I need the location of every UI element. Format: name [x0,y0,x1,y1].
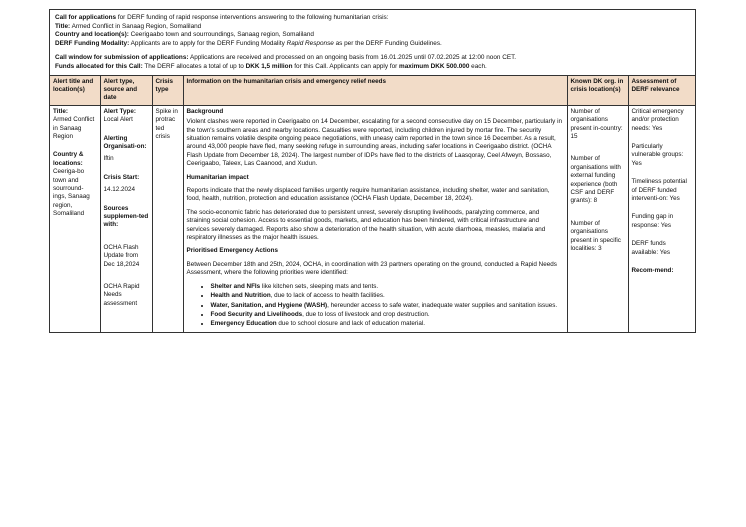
alert-table [50,76,695,332]
call-header [50,10,695,76]
priority-list [187,283,564,329]
call-country: Country and location(s): Ceerigaabo town and sourroundings, Sanaag region, Somaliland [55,31,314,39]
assessment-cell: Critical emergency and/or protection needs: Yes Particularly vulnerable groups: Yes Timeliness potential of DERF funded interventi-on: Yes Funding gap in response: Yes DERF funds available: Yes Recom-mend: [628,105,695,331]
call-window: Call window for submission of applications: Applications are received and processed on an ongoing basis from 16.01.2025 until 07.02.2025 at 12:00 noon CET. [55,54,517,62]
alert-type-cell: Alert Type: Local Alert Alerting Organisati-on: Iftin Crisis Start: 14.12.2024 Sources supplemen-ted with: OCHA Flash Update from Dec 18,2024 OCHA Rapid Needs assessment [100,105,152,331]
actions-heading: Prioritised Emergency Actions [186,247,278,255]
background-text: Violent clashes were reported in Ceerigaabo on 14 December, escalating for a second consecutive day on 15 December, particularly in the town's southern areas and nearby locations. Casualties were reported, including children injured by mortar fire. The security situation remains volatile despite ongoing peace negotiations, with uneasy calm reported in the town since 16 December. As a result, around 43,000 people have fled, many seeking refuge in surrounding areas, including safer locations in Ceerigaabo district. (OCHA Flash Update from December 18, 2024). The largest number of IDPs have fled to the districts of Laasqoray, Ceel Afweyn, Bossaso, Ceerigaabo, Taleex, Las Caanood, and Xudun. [186,118,562,168]
list-item: • Shelter and NFIs like kitchen sets, sleeping mats and tents. [211,283,564,291]
impact-text: The socio-economic fabric has deteriorated due to persistent unrest, severely disrupting livelihoods, paralyzing commerce, and straining social cohesion. Access to essential goods, markets, and education has been hindered, with critical infrastructure and services severely damaged. Reports also show a deterioration of the health situation, with acute diarrhoea, measles, malaria and respiratory illnesses as the major health issues. [186,208,546,242]
impact-heading: Humanitarian impact [186,173,249,181]
impact-text: Reports indicate that the newly displaced families urgently require humanitarian assistance, including shelter, water and sanitation, food, health, nutrition, protection and education assistance (OCHA Flash Update, December 18, 2024). [186,187,550,203]
table-row [50,105,695,331]
column-header: Information on the humanitarian crisis and emergency relief needs [183,76,567,106]
alert-title-cell: Title: Armed Conflict in Sanaag Region Country & locations: Ceeriga-bo town and sourround-ings, Sanaag region, Somaliland [50,105,100,331]
list-item: • Water, Sanitation, and Hygiene (WASH), hereunder access to safe water, inadequate water supplies and sanitation issues. [211,302,564,310]
call-modality: DERF Funding Modality: Applicants are to apply for the DERF Funding Modality Rapid Response as per the DERF Funding Guidelines. [55,39,442,47]
background-heading: Background [186,107,224,115]
column-header: Known DK org. in crisis location(s) [567,76,628,106]
column-header: Alert title and location(s) [50,76,100,106]
known-orgs-cell: Number of organisations present in-country: 15 Number of organisations with external funding experience (both CSF and DERF grants): 8 Number of organisations present in specific localities: 3 [567,105,628,331]
list-item: • Food Security and Livelihoods, due to loss of livestock and crop destruction. [211,311,564,319]
crisis-type-cell: Spike in protrac ted crisis [152,105,183,331]
list-item: • Emergency Education due to school closure and lack of education material. [211,320,564,328]
table-header-row [50,76,695,106]
list-item: • Health and Nutrition, due to lack of access to health facilities. [211,292,564,300]
actions-intro: Between December 18th and 25th, 2024, OCHA, in coordination with 23 partners operating on the ground, conducted a Rapid Needs Assessment, where the following priorities were identified: [186,260,557,277]
column-header: Assessment of DERF relevance [628,76,695,106]
column-header: Crisis type [152,76,183,106]
call-intro: Call for applications for DERF funding of rapid response interventions answering to the following humanitarian crisis: [55,14,389,21]
crisis-info-cell [183,105,567,331]
call-funds: Funds allocated for this Call: The DERF allocates a total of up to DKK 1,5 million for this Call. Applicants can apply for maximum DKK 500.000 each. [55,62,487,70]
call-table-frame [49,9,696,333]
call-title: Title: Armed Conflict in Sanaag Region, Somaliland [55,22,202,30]
column-header: Alert type, source and date [100,76,152,106]
